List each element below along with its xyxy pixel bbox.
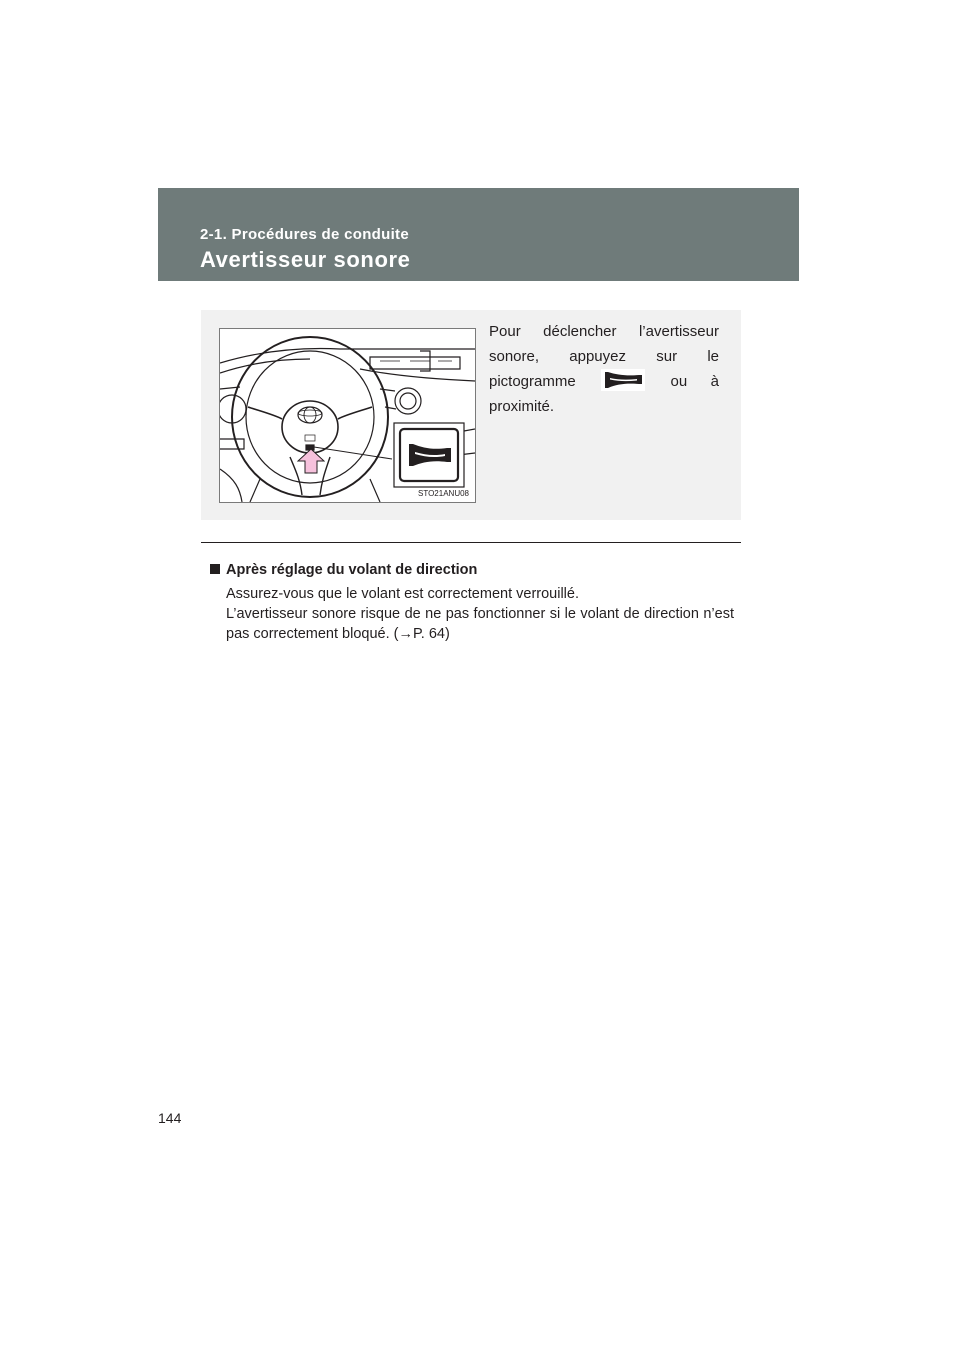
figure-code: STO21ANU08 — [418, 489, 469, 498]
description-text: Pour déclencher l’avertisseur sonore, appuyez sur le pictogramme — [489, 323, 719, 390]
section-header — [158, 188, 799, 281]
note-line-2: L’avertisseur sonore risque de ne pas fonctionner si le volant de direction n’est pas correctement bloqué. (→P. 64) — [226, 606, 734, 642]
section-label: 2-1. Procédures de conduite — [200, 226, 409, 243]
steering-wheel-illustration — [219, 328, 476, 503]
figure-panel — [201, 310, 741, 520]
horn-callout-icon — [393, 422, 465, 488]
divider — [201, 542, 741, 543]
description-text-end: ou à proximité. — [489, 373, 719, 415]
square-bullet-icon — [210, 564, 220, 574]
note-body — [226, 584, 734, 644]
figure-description — [489, 320, 719, 419]
horn-icon — [601, 369, 645, 391]
note-heading — [210, 562, 477, 578]
note-heading-text: Après réglage du volant de direction — [226, 562, 478, 578]
page-title: Avertisseur sonore — [200, 247, 411, 272]
note-line-1: Assurez-vous que le volant est correctement verrouillé. — [226, 586, 579, 602]
press-arrow-icon — [297, 448, 325, 474]
page-number: 144 — [158, 1110, 182, 1126]
